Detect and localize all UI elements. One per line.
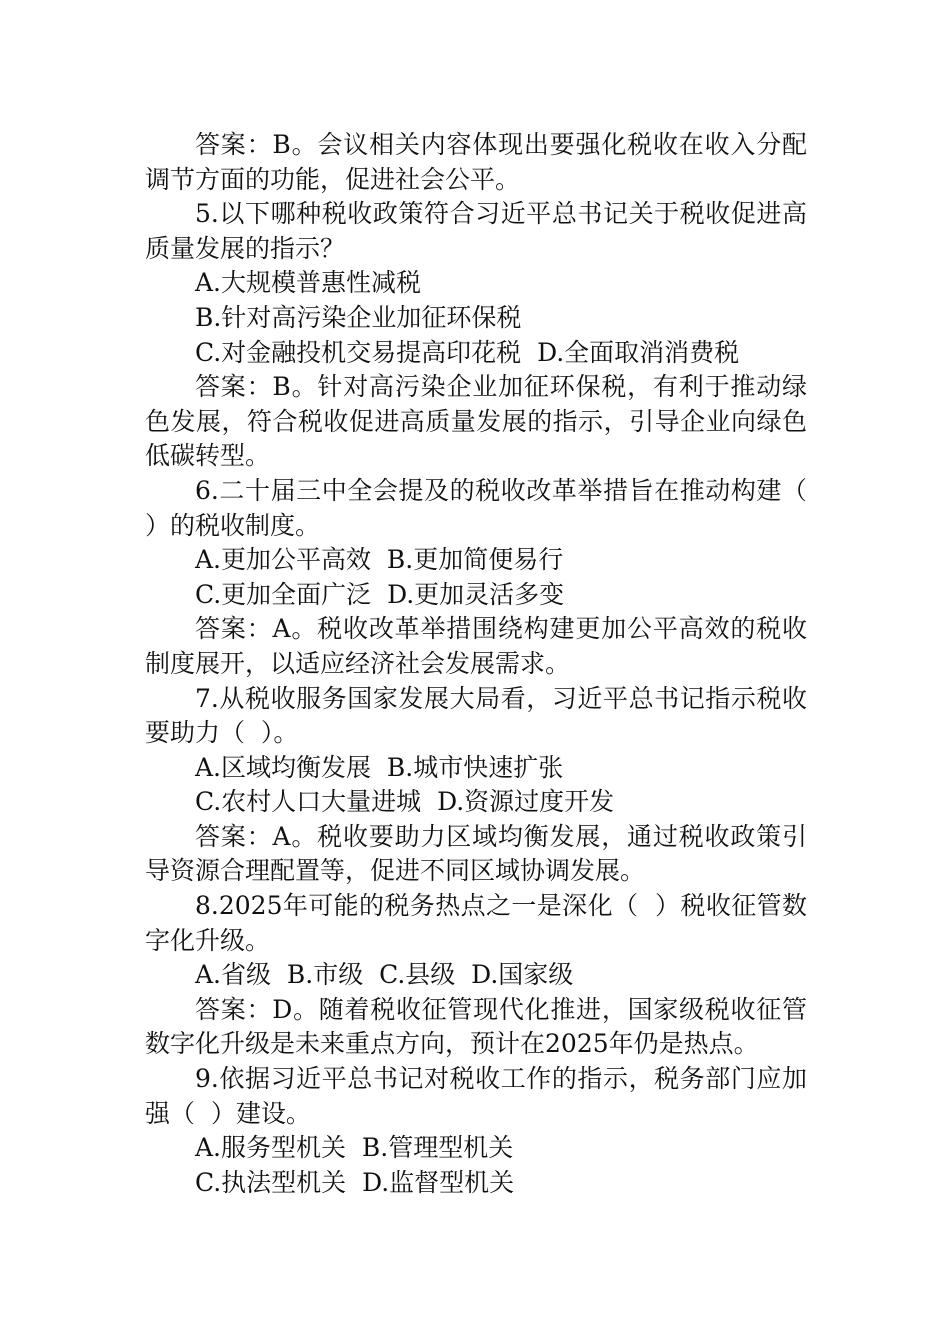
answer-paragraph: 答案：A。税收要助力区域均衡发展，通过税收政策引导资源合理配置等，促进不同区域协调发展。: [145, 821, 807, 886]
answer-paragraph: 答案：D。随着税收征管现代化推进，国家级税收征管数字化升级是未来重点方向，预计在2025年仍是热点。: [145, 994, 807, 1059]
question-5: 5.以下哪种税收政策符合习近平总书记关于税收促进高质量发展的指示？: [145, 199, 807, 263]
option-line: C.对金融投机交易提高印花税 D.全面取消消费税: [195, 337, 740, 367]
answer-paragraph: 答案：B。针对高污染企业加征环保税，有利于推动绿色发展，符合税收促进高质量发展的指示，引导企业向绿色低碳转型。: [145, 372, 807, 471]
question-9: 9.依据习近平总书记对税收工作的指示，税务部门应加强（ ）建设。: [145, 1064, 807, 1128]
option-line: C.更加全面广泛 D.更加灵活多变: [195, 579, 565, 609]
option-line: A.服务型机关 B.管理型机关: [195, 1133, 514, 1163]
question-6: 6.二十届三中全会提及的税收改革举措旨在推动构建（ ）的税收制度。: [145, 475, 831, 540]
answer-paragraph: 答案：A。税收改革举措围绕构建更加公平高效的税收制度展开，以适应经济社会发展需求。: [145, 614, 807, 678]
question-7: 7.从税收服务国家发展大局看，习近平总书记指示税收要助力（ ）。: [145, 683, 807, 748]
option-line: A.区域均衡发展 B.城市快速扩张: [195, 752, 564, 782]
option-line: A.大规模普惠性减税: [195, 268, 422, 298]
option-line: C.执法型机关 D.监督型机关: [195, 1167, 515, 1197]
option-line: C.农村人口大量进城 D.资源过度开发: [195, 787, 615, 817]
answer-paragraph: 答案：B。会议相关内容体现出要强化税收在收入分配调节方面的功能，促进社会公平。: [145, 130, 807, 194]
question-8: 8.2025年可能的税务热点之一是深化（ ）税收征管数字化升级。: [145, 891, 807, 955]
option-line: A.省级 B.市级 C.县级 D.国家级: [195, 960, 574, 990]
option-line: B.针对高污染企业加征环保税: [195, 302, 522, 332]
option-line: A.更加公平高效 B.更加简便易行: [195, 545, 564, 575]
